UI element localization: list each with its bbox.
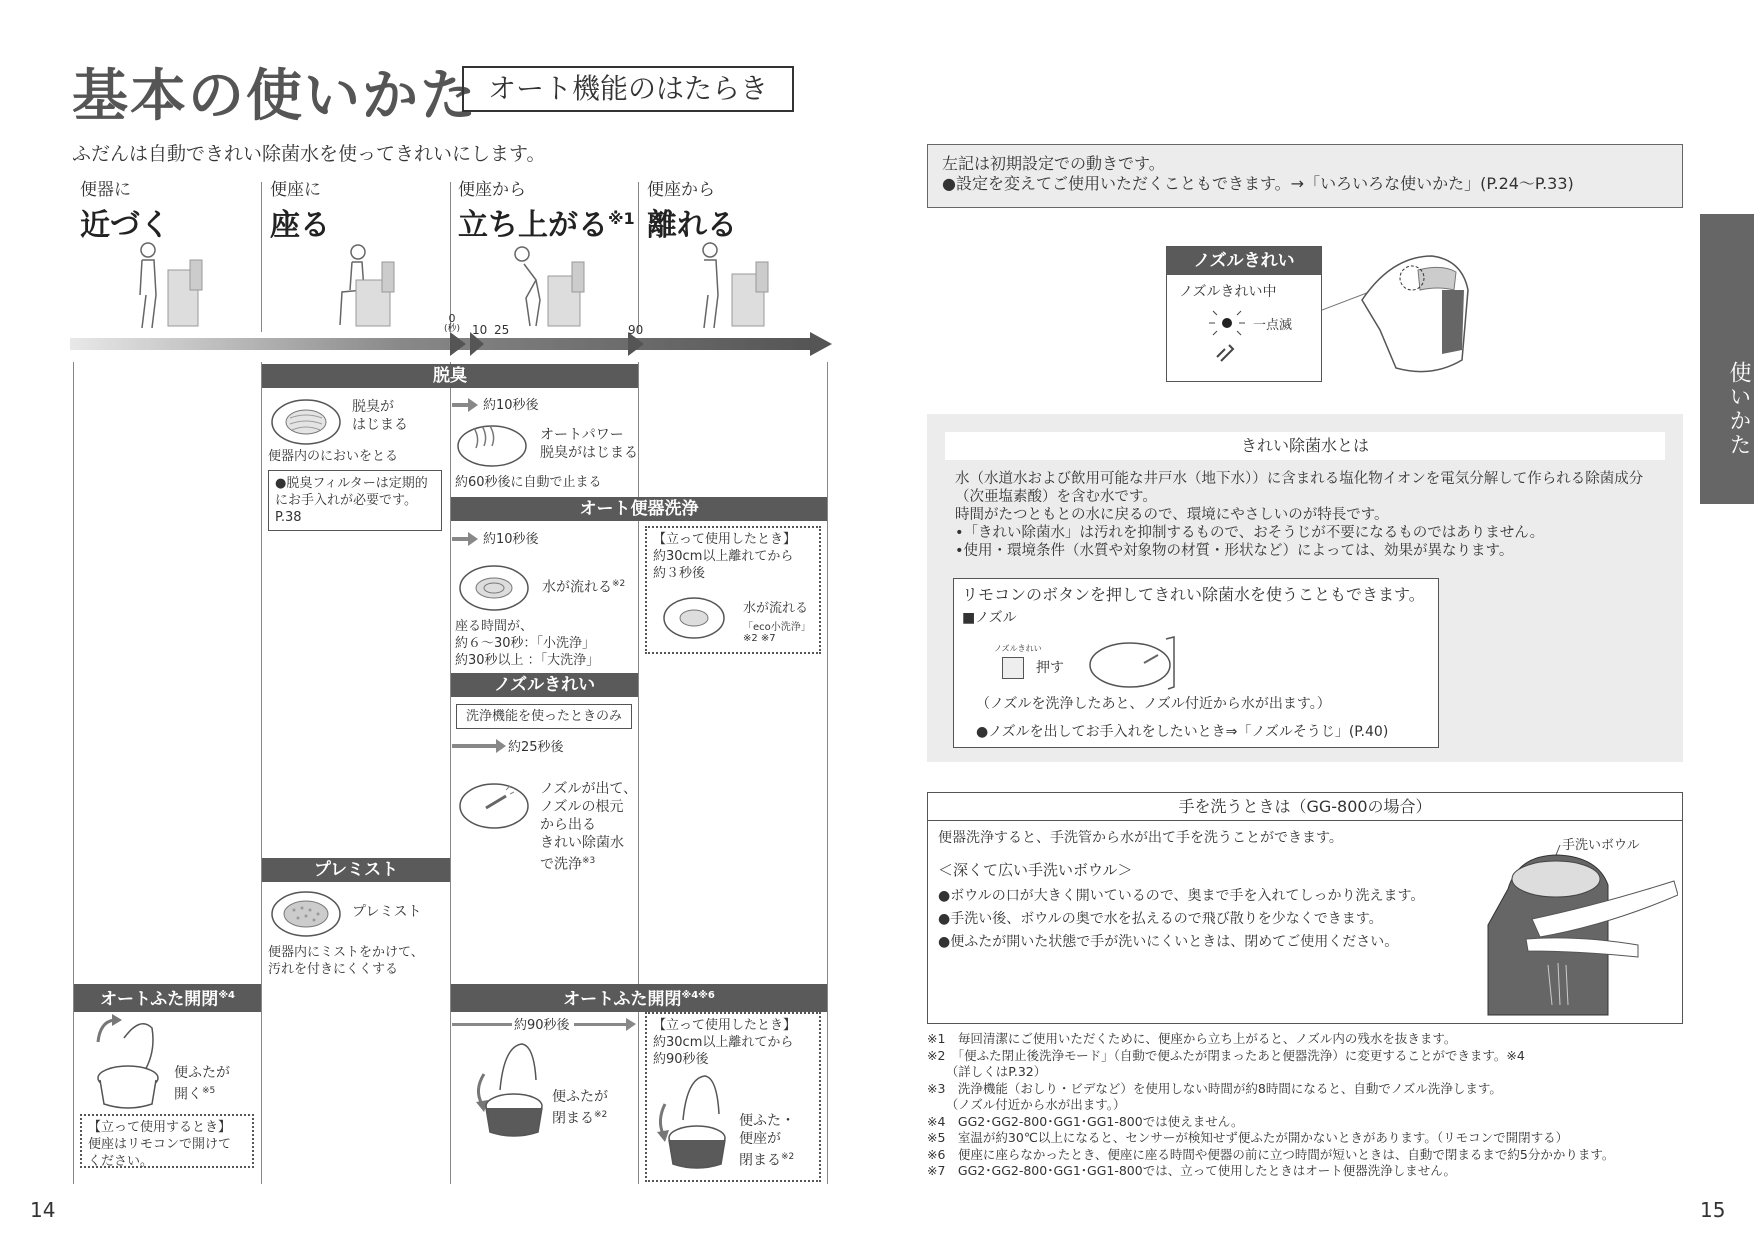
page-number-right: 15 [1700, 1198, 1726, 1222]
stage-stand [458, 180, 635, 244]
toilet-bowl-mist-icon [268, 888, 344, 940]
lid-close-label-text: 便ふたが 閉まる [552, 1089, 608, 1127]
deodor-filter-note: ●脱臭フィルターは定期的にお手入れが必要です。P.38 [268, 470, 442, 531]
toilet-lid-open-icon [90, 1012, 170, 1112]
section-subtitle: オート機能のはたらき [462, 66, 794, 112]
nozzle-desc-sup: ※3 [582, 856, 596, 866]
kirei-water-title: きれい除菌水とは [945, 432, 1665, 460]
kirei-water-p1: 水（水道水および飲用可能な井戸水（地下水））に含まれる塩化物イオンを電気分解して作られる除菌成分（次亜塩素酸）を含む水です。 [955, 471, 1644, 505]
page-title: 基本の使いかた [72, 64, 478, 129]
premist-desc: 便器内にミストをかけて、 汚れを付きにくくする [268, 945, 424, 977]
lid-close-stand-title: 【立って使用したとき】 [653, 1018, 797, 1033]
handwash-sub: ＜深くて広い手洗いボウル＞ [938, 861, 1133, 879]
deodor-stop: 約60秒後に自動で止まる [455, 475, 602, 490]
settings-notice-line2: ●設定を変えてご使用いただくこともできます。→「いろいろな使いかた」(P.24～P.33) [942, 174, 1574, 193]
lid-open-label [174, 1046, 230, 1104]
stage-sit [270, 180, 330, 244]
lid-open-header-sup: ※4 [218, 990, 235, 1001]
autoflush-stand-water: 水が流れる [743, 601, 809, 616]
stage-leave [647, 180, 737, 244]
stage-approach [80, 180, 170, 244]
nozzle-condition: 洗浄機能を使ったときのみ [456, 704, 632, 729]
person-approach-illustration [130, 240, 210, 330]
toilet-lid-close-icon [470, 1040, 550, 1140]
autoflush-water-label: 水が流れる [542, 579, 612, 596]
person-sit-illustration [320, 240, 400, 330]
autoflush-after10: 約10秒後 [483, 532, 539, 547]
lid-open-header-text: オートふた開閉 [99, 989, 219, 1010]
footnotes [927, 1031, 1707, 1180]
toilet-top-illustration [1322, 250, 1482, 382]
lid-open-stand-title: 【立って使用するとき】 [88, 1120, 232, 1135]
remote-btn-label: ノズルきれい [994, 644, 1042, 653]
deodor-desc: 便器内のにおいをとる [268, 449, 399, 464]
lid-open-stand-desc: 便座はリモコンで開けて ください。 [88, 1137, 232, 1169]
kirei-water-section [927, 414, 1683, 762]
timeline-t90: 90 [628, 323, 644, 337]
lid-open-stand-box [80, 1114, 254, 1168]
stage-sup: ※1 [608, 209, 635, 228]
intro-text: ふだんは自動できれい除菌水を使ってきれいにします。 [72, 143, 546, 165]
nozzle-panel-blink: 一点滅 [1253, 318, 1293, 333]
nozzle-header: ノズルきれい [451, 673, 638, 697]
lid-close-label-sup: ※2 [594, 1110, 608, 1120]
timeline-t25: 25 [494, 323, 510, 337]
stage-small: 便座に [270, 180, 321, 200]
footnote: ※6 便座に座らなかったとき、便座に座る時間や便器の前に立つ時間が短いときは、自動で閉まるまで約5分かかります。 [927, 1146, 1615, 1162]
premist-header: プレミスト [262, 858, 450, 882]
remote-ref: ●ノズルを出してお手入れをしたいとき⇒「ノズルそうじ」(P.40) [976, 724, 1389, 740]
footnote: ※4 GG2･GG2-800･GG1･GG1-800では使えません。 [927, 1113, 1244, 1129]
nozzle-panel [1166, 246, 1322, 382]
footnote: ※3 洗浄機能（おしり・ビデなど）を使用しない時間が約8時間になると、自動でノズル洗浄します。 [927, 1080, 1502, 1096]
handwash-p1: 便器洗浄すると、手洗管から水が出て手を洗うことができます。 [938, 830, 1343, 846]
footnote: ※5 室温が約30℃以上になると、センサーが検知せず便ふたが開かないときがあります。（リモコンで開閉する） [927, 1130, 1569, 1145]
arrow-right-icon [452, 737, 508, 757]
handwash-b2: ●手洗い後、ボウルの奥で水を払えるので飛び散りを少なくできます。 [938, 911, 1383, 927]
lid-close-header-sup: ※4※6 [681, 990, 715, 1001]
lid-close-stand-label-text: 便ふた・ 便座が 閉まる [739, 1113, 795, 1169]
nozzle-panel-status: ノズルきれい中 [1179, 284, 1277, 300]
footnote: （ノズル付近から水が出ます。） [927, 1097, 1126, 1112]
remote-nozzle-button[interactable] [1002, 657, 1024, 679]
timeline-t0-value: 0 [448, 312, 456, 325]
handwash-section [927, 792, 1683, 1024]
remote-title: リモコンのボタンを押してきれい除菌水を使うこともできます。 [962, 585, 1425, 604]
lid-close-stand-sup: ※2 [781, 1152, 795, 1162]
autoflush-header: オート便器洗浄 [451, 497, 827, 521]
autoflush-water-sup: ※2 [612, 579, 626, 589]
lid-close-stand-label [739, 1094, 795, 1170]
footnote: ※1 毎回清潔にご使用いただくために、便座から立ち上がると、ノズル内の残水を抜きます。 [927, 1031, 1457, 1046]
toilet-bowl-flush-icon [456, 562, 532, 614]
kirei-water-p2: 時間がたつともとの水に戻るので、環境にやさしいのが特長です。 [955, 507, 1389, 523]
page-number-left: 14 [30, 1198, 56, 1222]
kirei-water-b2: •使用・環境条件（水質や対象物の材質・形状など）によっては、効果が異なります。 [955, 543, 1514, 559]
footnote: ※2 「便ふた閉止後洗浄モード」（自動で便ふたが閉まったあと便器洗浄）に変更することができます。※4 [927, 1047, 1525, 1063]
lid-close-header [451, 984, 827, 1012]
remote-box [953, 578, 1439, 748]
remote-note: （ノズルを洗浄したあと、ノズル付近から水が出ます。） [976, 696, 1331, 712]
nozzle-after25: 約25秒後 [508, 740, 564, 755]
autoflush-stand-desc: 約30cm以上離れてから 約３秒後 [653, 549, 794, 581]
blink-indicator-icon [1207, 309, 1247, 369]
person-leave-illustration [700, 240, 780, 330]
handwash-b3: ●便ふたが開いた状態で手が洗いにくいときは、閉めてご使用ください。 [938, 934, 1399, 950]
lid-close-stand-desc: 約30cm以上離れてから 約90秒後 [653, 1035, 794, 1067]
autoflush-stand-box [645, 526, 821, 654]
deodor-start: 脱臭が はじまる [352, 399, 408, 433]
autoflush-water [542, 575, 625, 597]
stage-big: 離れる [647, 208, 737, 243]
autoflush-stand-eco: 「eco小洗浄」※2 ※7 [743, 622, 811, 644]
stage-small: 便座から [458, 180, 526, 200]
lid-close-after90: 約90秒後 [514, 1018, 570, 1033]
deodor-header: 脱臭 [262, 364, 638, 388]
toilet-bowl-eco-icon [661, 592, 727, 642]
autoflush-sit-time: 座る時間が、 約６～30秒：「小洗浄」 約30秒以上 ：「大洗浄」 [455, 619, 600, 668]
toilet-bowl-deodor-icon [268, 396, 344, 448]
deodor-autopower: オートパワー 脱臭がはじまる [540, 427, 638, 461]
arrow-right-icon [452, 396, 480, 416]
remote-sub: ■ノズル [962, 610, 1017, 626]
lid-close-header-text: オートふた開閉 [563, 989, 682, 1010]
lid-open-header [74, 984, 261, 1012]
handwash-bowl-label: 手洗いボウル [1562, 838, 1640, 853]
premist-label: プレミスト [352, 904, 422, 920]
person-stand-illustration [510, 240, 590, 330]
arrow-right-icon [452, 530, 480, 550]
handwash-title: 手を洗うときは（GG-800の場合） [928, 793, 1682, 821]
handwash-illustration [1448, 845, 1678, 1023]
nozzle-desc [540, 762, 637, 874]
nozzle-panel-title: ノズルきれい [1167, 247, 1321, 275]
kirei-water-b1: •「きれい除菌水」は汚れを抑制するもので、おそうじが不要になるものではありません。 [955, 525, 1545, 541]
toilet-bowl-nozzle-icon [456, 780, 532, 832]
toilet-lid-seat-close-icon [653, 1074, 733, 1174]
stage-big: 座る [270, 208, 330, 243]
stage-big: 立ち上がる [458, 208, 608, 243]
remote-push: 押す [1036, 660, 1064, 676]
deodor-after10: 約10秒後 [483, 398, 539, 413]
timeline-t10: 10 [472, 323, 488, 337]
stage-big: 近づく [80, 208, 170, 243]
settings-notice-line1: 左記は初期設定での動きです。 [942, 154, 1165, 173]
lid-close-label [552, 1070, 608, 1128]
toilet-bowl-autopower-icon [454, 418, 530, 470]
toilet-bowl-side-icon [1086, 633, 1182, 693]
settings-notice-box [927, 144, 1683, 208]
nozzle-desc-text: ノズルが出て、 ノズルの根元 から出る きれい除菌水 で洗浄 [540, 781, 638, 873]
side-tab-usage: 使いかた [1700, 214, 1754, 504]
stage-small: 便器に [80, 180, 131, 200]
footnote: （詳しくはP.32） [927, 1064, 1047, 1079]
timeline-t0-unit: (秒) [444, 324, 461, 334]
lid-close-stand-box [645, 1012, 821, 1182]
handwash-b1: ●ボウルの口が大きく開いているので、奥まで手を入れてしっかり洗えます。 [938, 888, 1425, 904]
lid-open-label-text: 便ふたが 開く [174, 1065, 230, 1103]
lid-open-label-sup: ※5 [202, 1086, 216, 1096]
timeline-t0 [444, 313, 460, 335]
autoflush-stand-title: 【立って使用したとき】 [653, 532, 797, 547]
footnote: ※7 GG2･GG2-800･GG1･GG1-800では、立って使用したときはオート便器洗浄しません。 [927, 1163, 1456, 1178]
stage-small: 便座から [647, 180, 715, 200]
